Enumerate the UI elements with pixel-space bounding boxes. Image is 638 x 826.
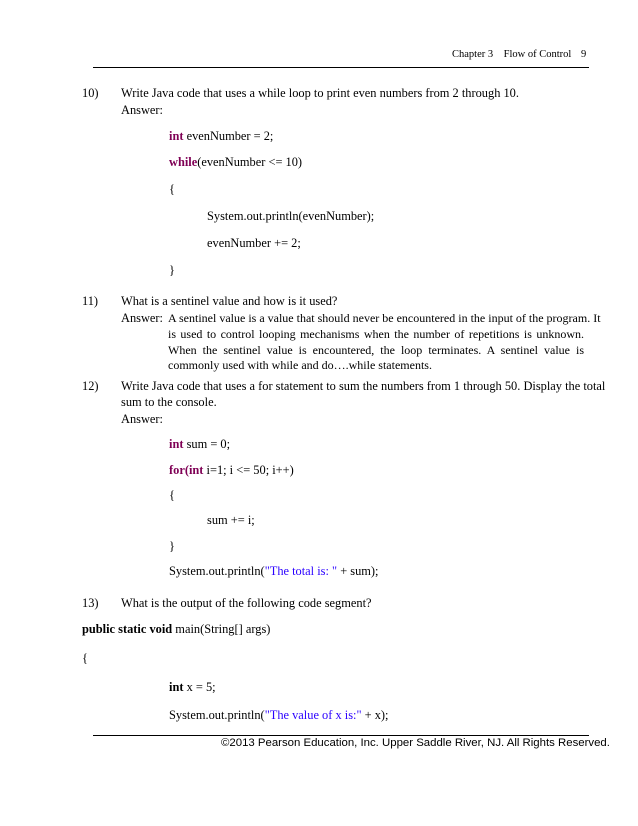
code-text: System.out.println( — [169, 564, 265, 578]
code-line: System.out.println(evenNumber); — [207, 209, 375, 223]
question-text: Write Java code that uses a for statement to sum the numbers from 1 through 50. Display the total — [121, 379, 606, 393]
code-keyword: int — [169, 129, 184, 143]
question-number: 13) — [82, 596, 99, 610]
question-text: Write Java code that uses a while loop to print even numbers from 2 through 10. — [121, 86, 519, 100]
code-line — [169, 129, 273, 144]
code-text: main(String[] args) — [172, 622, 271, 636]
answer-text: is used to control looping mechanisms when the number of repetitions is unknown. When the sentinel value is encountered, the loop terminates. A sentinel value is commonly used with while and do….while statements. — [168, 327, 584, 372]
question-text: What is the output of the following code segment? — [121, 596, 372, 610]
code-text: (evenNumber <= 10) — [197, 155, 303, 169]
page-header — [452, 49, 571, 60]
question-number: 11) — [82, 294, 99, 308]
question-number: 12) — [82, 379, 99, 393]
code-text: sum = 0; — [183, 437, 231, 451]
footer-rule — [93, 735, 589, 736]
code-line — [169, 564, 379, 579]
answer-label: Answer: — [121, 103, 163, 117]
code-text: System.out.println( — [169, 708, 265, 722]
code-keyword: for(int — [169, 463, 204, 477]
code-keyword: int — [169, 437, 184, 451]
code-line — [169, 463, 294, 478]
code-keyword: while — [169, 155, 198, 169]
answer-label: Answer: — [121, 311, 163, 325]
code-line: { — [169, 488, 175, 502]
code-keyword: int — [169, 680, 184, 694]
question-text: What is a sentinel value and how is it used? — [121, 294, 338, 308]
code-keyword: public static void — [82, 622, 173, 636]
page-number: 9 — [581, 49, 587, 60]
chapter-label: Chapter 3 — [452, 49, 494, 60]
code-string: "The total is: " — [264, 564, 338, 578]
question-text: sum to the console. — [121, 395, 217, 409]
code-line — [169, 155, 302, 170]
code-line — [82, 622, 270, 637]
answer-label: Answer: — [121, 412, 163, 426]
answer-text-line: A sentinel value is a value that should never be encountered in the input of the program. It — [168, 311, 601, 325]
code-line: { — [169, 182, 175, 196]
code-text: + sum); — [337, 564, 379, 578]
code-line: } — [169, 539, 175, 553]
code-line: evenNumber += 2; — [207, 236, 301, 250]
code-text: evenNumber = 2; — [183, 129, 274, 143]
code-line: { — [82, 651, 88, 665]
code-string: "The value of x is:" — [264, 708, 362, 722]
question-number: 10) — [82, 86, 99, 100]
code-line: } — [169, 263, 175, 277]
code-text: + x); — [361, 708, 389, 722]
code-line: sum += i; — [207, 513, 255, 527]
section-title: Flow of Control — [503, 49, 572, 60]
code-text: i=1; i <= 50; i++) — [203, 463, 294, 477]
code-line — [169, 680, 216, 695]
code-line — [169, 708, 388, 723]
copyright-notice: ©2013 Pearson Education, Inc. Upper Saddle River, NJ. All Rights Reserved. — [221, 737, 610, 749]
code-text: x = 5; — [183, 680, 216, 694]
code-line — [169, 437, 230, 452]
header-rule — [93, 67, 589, 68]
